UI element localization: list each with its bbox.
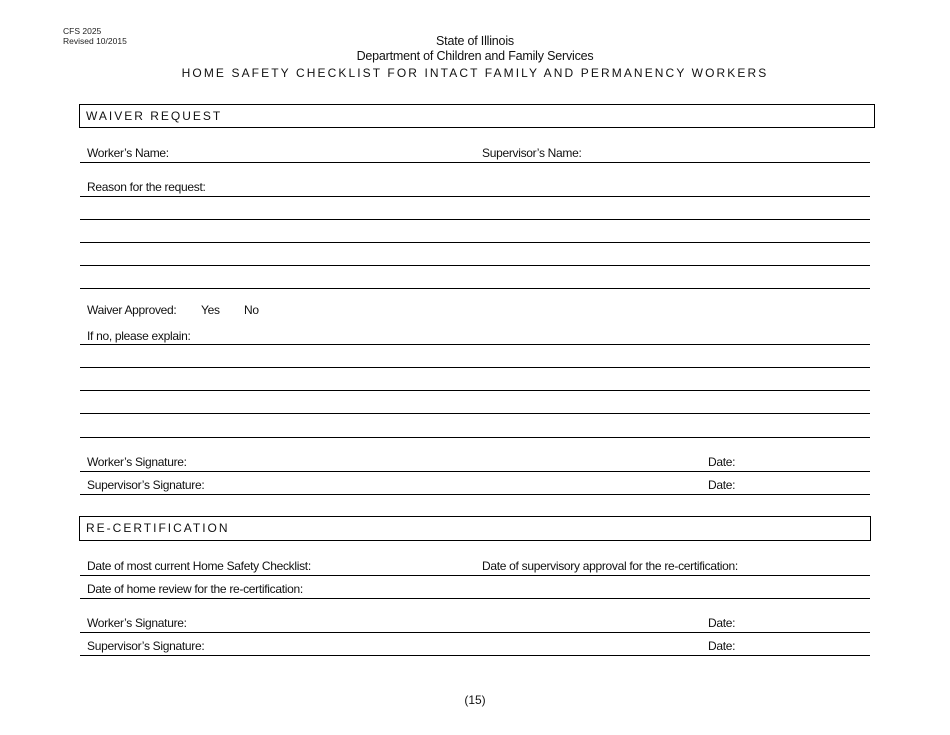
state-heading: State of Illinois: [436, 34, 514, 48]
waiver-approved-label: Waiver Approved:: [87, 303, 177, 317]
reason-line[interactable]: [80, 196, 870, 197]
recert-supervisor-signature-label: Supervisor’s Signature:: [87, 639, 205, 653]
form-code: CFS 2025: [63, 26, 102, 36]
waiver-request-heading: WAIVER REQUEST: [79, 104, 875, 128]
recert-worker-signature-label: Worker’s Signature:: [87, 616, 187, 630]
supervisor-signature-label: Supervisor’s Signature:: [87, 478, 205, 492]
reason-line[interactable]: [80, 288, 870, 289]
worker-signature-line[interactable]: [80, 471, 870, 472]
current-checklist-date-label: Date of most current Home Safety Checklist:: [87, 559, 311, 573]
reason-line[interactable]: [80, 219, 870, 220]
supervisory-approval-date-label: Date of supervisory approval for the re-certification:: [482, 559, 738, 573]
recert-worker-date-label: Date:: [708, 616, 736, 630]
reason-line[interactable]: [80, 265, 870, 266]
reason-label: Reason for the request:: [87, 180, 206, 194]
explain-line[interactable]: [80, 413, 870, 414]
home-review-date-label: Date of home review for the re-certification:: [87, 582, 303, 596]
form-title: HOME SAFETY CHECKLIST FOR INTACT FAMILY AND PERMANENCY WORKERS: [181, 66, 769, 80]
explain-line[interactable]: [80, 390, 870, 391]
recertification-heading: RE-CERTIFICATION: [79, 516, 871, 541]
worker-signature-date-label: Date:: [708, 455, 736, 469]
explain-line[interactable]: [80, 344, 870, 345]
name-line[interactable]: [80, 162, 870, 163]
explain-line[interactable]: [80, 437, 870, 438]
workers-name-label: Worker’s Name:: [87, 146, 169, 160]
supervisor-signature-date-label: Date:: [708, 478, 736, 492]
waiver-no-option[interactable]: No: [244, 303, 259, 317]
supervisor-signature-line[interactable]: [80, 494, 870, 495]
page-number: (15): [464, 693, 486, 707]
waiver-yes-option[interactable]: Yes: [201, 303, 220, 317]
home-review-line[interactable]: [80, 598, 870, 599]
explain-line[interactable]: [80, 367, 870, 368]
recert-supervisor-date-label: Date:: [708, 639, 736, 653]
reason-line[interactable]: [80, 242, 870, 243]
checklist-date-line[interactable]: [80, 575, 870, 576]
department-heading: Department of Children and Family Services: [356, 49, 594, 63]
if-no-explain-label: If no, please explain:: [87, 329, 191, 343]
worker-signature-label: Worker’s Signature:: [87, 455, 187, 469]
recert-supervisor-signature-line[interactable]: [80, 655, 870, 656]
recert-worker-signature-line[interactable]: [80, 632, 870, 633]
supervisors-name-label: Supervisor’s Name:: [482, 146, 582, 160]
revision-date: Revised 10/2015: [63, 36, 127, 46]
